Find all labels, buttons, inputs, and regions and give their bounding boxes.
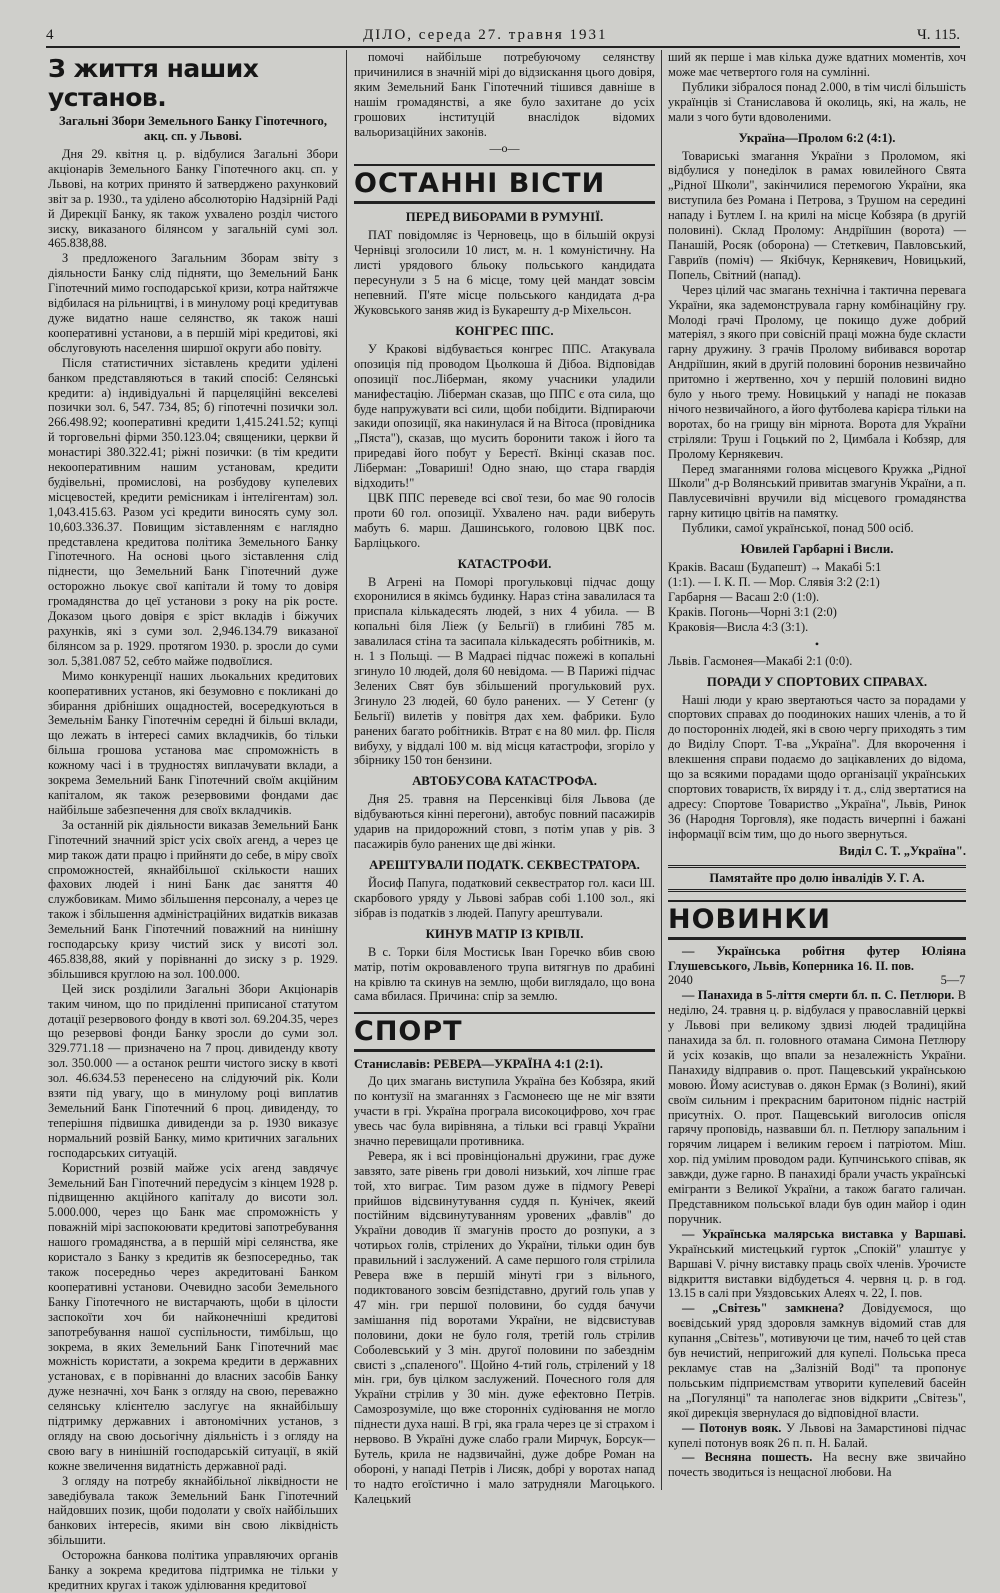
paragraph: Публики, самої української, понад 500 осіб.	[682, 521, 914, 536]
separator: •	[814, 636, 820, 651]
paragraph: ший як перше і мав кілька дуже вдатних моментів, хоч може має четвертого голя на сумлінні.	[668, 50, 966, 79]
issue-number: Ч. 115.	[917, 27, 960, 43]
article-title: КАТАСТРОФИ.	[457, 556, 552, 571]
column-institutions	[48, 50, 338, 1592]
paragraph: Мимо конкуренції наших льокальних кредитових кооперативних установ, які безумовно є покликані до збирання дрібніших ощадностей, восередкуються в Земельнім Банку Гіпотечнім середні й більші вклади, що лежать в інтересі самих вкладчиків, бо тільки більша грошова установа має спроможність в кожному часі і в трудностях виплачувати вклади, а зокрема Земельний Банк Гіпотечний своїм акційним капіталом, як також резервовими фондами дає найбільше забезпечення для своїх вкладчиків.	[48, 668, 338, 817]
result-line: (1:1). — І. К. П. — Мор. Слявія 3:2 (2:1)	[668, 575, 880, 589]
column-sport-news	[668, 50, 966, 1490]
section-title-latest: ОСТАННІ ВІСТИ	[354, 164, 655, 204]
paragraph: Перед змаганнями голова місцевого Кружка „Рідної Школи" д-р Волянський привитав змагунів України, а п. Павлусевичівні вручили від місцевого громадянства гарну китицю цвітів на памятку.	[668, 461, 966, 521]
reminder-banner: Памятайте про долю інвалідів У. Г. А.	[668, 865, 966, 892]
paragraph: Товариські змагання України з Проломом, які відбулися у понеділок в рамах ювилейного Свята „Рідної Школи", закінчилися перемогою України, яка виступила без Романа і Петрова, з Трушом на середині нападу і Бутлем І. на крилі на місце Кобзяра (в другій половині). Склад Пролому: Андріїшин (ворота) — Панашій, Росяк (оборона) — Стеткевич, Павловський, Гавриїв (поміч) — Якібчук, Кернякевич, Новицький, Попель, Світний (напад).	[668, 148, 966, 282]
signature: Виділ С. Т. „Україна".	[839, 843, 966, 858]
paragraph: ПАТ повідомляє із Черновець, що в більшій окрузі Чернівці зголосили 10 лист, м. н. 1 комуністичну. На листі урядового бльоку польського кандидата пересунули з 5 на 6 місце, тому цей мандат зовсім непевний. П'яте місце польського кандидата д-ра Жуковського заняв жид із Букарешту д-р Міхельсон.	[354, 228, 655, 317]
paragraph: У Кракові відбувається конгрес ППС. Атакувала опозиція під проводом Цьолкоша й Дібоа. Відповідав опозиції пос.Ліберман, якому учасники уладили манифестацію. Ліберман сказав, що ППС є ота сила, що буде напружувати всі сили, щоби побідити. Відпираючи закиди опозиції, яка накинулася й на Вітоса (провідника „Пяста"), сказав, що мусить боронити також і його та приредаві його побут у Берестї. Вкінці сказав пос. Ліберман: „Товариші! Одно знаю, що стара гвардія відходить!"	[354, 341, 655, 491]
article-title: АРЕШТУВАЛИ ПОДАТК. СЕКВЕСТРАТОРА.	[369, 857, 640, 872]
news-item	[668, 1227, 966, 1302]
match-heading: Україна—Пролом 6:2 (4:1).	[738, 130, 896, 145]
result-line: Львів. Гасмонея—Макабі 2:1 (0:0).	[668, 653, 853, 668]
paragraph: Дня 29. квітня ц. р. відбулися Загальні Збори акціонарів Земельного Банку Гіпотечного акц. сп. у Львові, на котрих принято й затверджено рахунковий звіт за р. 1930., та уділено абсолюторію Надзірній Раді й Дирекції Банку, як також ухвалено розділ чистого зиску, виказаного білянсом у загальній сумі зол. 465.838,88.	[48, 147, 338, 251]
column-latest-news	[354, 50, 655, 1506]
article-title: КОНГРЕС ППС.	[455, 323, 554, 338]
news-text: Довідуємося, що воєвідський уряд здоровля замкнув відомий став для купання „Світезь", мотивуючи це тим, начеб то цей став був нечистий, непригожий для купелі. Польська преса рекламує став на „Залізній Воді" та пропонує польським підприємствам утворити купелевий басейн на „Погулянці" та наполегає знов відкрити „Світезь", якої дирекція звернулася до відповідної власти.	[668, 1301, 966, 1420]
article-title: ПОРАДИ У СПОРТОВИХ СПРАВАХ.	[706, 674, 928, 689]
article-title: ПЕРЕД ВИБОРАМИ В РУМУНІЇ.	[405, 210, 604, 225]
paragraph: ЦВК ППС переведе всі свої тези, бо має 90 голосів проти 60 гол. опозиції. Ухвалено нач. ради виберуть мабуть 6. марш. Дашинського, головою ЦВК пос. Барліцького.	[354, 490, 655, 550]
news-text: В неділю, 24. травня ц. р. відбулася у православній церкві у Львові при великому здвизі людей традиційна панахида за бл. п. головного отамана Симона Петлюру й усіх козаків, що впали за незалежність України. Панахиду відправив о. прот. Пащевський українською мовою. Йому асистував о. дякон Ермак (з Волині), який своїм сильним і прекрасним баритоном підніс настрій присутніх. О. прот. Пащевський виголосив опісля гарячу проповідь, назвавши бл. п. Петлюру запальним і горячим лицарем і великим героєм і патріотом. Міш. хор. під умілим проводом ради. Купчинського співав, як завжди, дуже гарно. В панахиді брали участь українські емігранти з Великої України, а також багато галичан. Представником польської влади був один майор і один поручник.	[668, 988, 966, 1226]
paragraph: За останній рік діяльности виказав Земельний Банк Гіпотечний значний зріст усіх своїх агенд, а через це мир також дати працю і прийняти до себе, в міру своїх спроможностей, якнайбільшої скількости наших фахових людей і нині Банк дає заняття 40 службовикам. Мимо збільшення персоналу, а через це також і збільшення адміністраційних видатків виказав Земельний Банк Гіпотечний поважний на нинішну господарську кризу чистий зиск у висоті зол. 465.838,88, який у порівнанні до зиску з р. 1929. збільшився круглою на зол. 100.000.	[48, 817, 338, 981]
article-title: КИНУВ МАТІР ІЗ КРІВЛІ.	[425, 926, 584, 941]
paragraph: З предложеного Загальним Зборам звіту з діяльности Банку слід підняти, що Земельний Банк Гіпотечний мимо господарської кризи, котра найтяжче відбилася на рільництві, і в минулому році кредитував дуже видатно наше селянство, як також наші кооперативні установи, а в першій мірі кредитові, які обслуговують населення ширшої округи або повіту.	[48, 251, 338, 355]
paragraph: помочі найбільше потребуючому селянству причинилися в значній мірі до відзискання цього довіря, яким Земельний Банк Гіпотечний тішився давніше в нашім громадянстві, а яке було захитане до усіх грошових інституцій внаслідок відомих вальоризаційних законів.	[354, 50, 655, 139]
paragraph: Користний розвій майже усіх агенд завдячує Земельний Бан Гіпотечний передусім з кінцем 1928 р. підвищенню акційного капіталу до висоти зол. 5.000.000, через що Банк має спроможність у поважній мірі заспокоювати кредитові запотребування нашого громадянства, а в першій мірі селянства, яке користало з Банку з кредитів як безпосередньо, так також посередньо через акредитовані Банком кооперативні установи. Очевидно засоби Земельного Банку Гіпотечного не вистарчають, щоби в цілости заспокоїти хоч би найконечніші кредитові запотребування нашої суспільности, тимбільш, що зокрема, в яких Земельний Банк Гіпотечний має можність користати, а зокрема кредити в державних установах, є в порівнанні до власних засобів Банку дуже незначні, хоч Банк з огляду на свою, переважно селянську клієнтелю заслугує на якнайбільшу підтримку державних і автономічних установ, з огляду на свою досьогічну діяльність і з огляду на свою вагу в нинішній господарській ситуації, в якій кожне звеличення видатність державної раді.	[48, 1160, 338, 1473]
news-item	[668, 988, 966, 1227]
page-number: 4	[46, 27, 54, 43]
page-header	[46, 18, 960, 48]
paragraph: З огляду на потребу якнайбільної ліквідности не заведібувала також Земельний Банк Гіпотечний найдовших позик, щоби подолати у своїх найбільших банкових інтересів, якими він свою ліквідність збільшити.	[48, 1473, 338, 1548]
news-text: Український мистецький гурток „Спокій" улаштує у Варшаві V. річну виставку праць своїх членів. Урочисте відкриття виставки відбудеться 4. червня ц. р. в год. 13.15 в салі при Уяздовських Алеях ч. 22, I. пов.	[668, 1241, 966, 1301]
section-title: З життя наших установ.	[48, 54, 259, 112]
paragraph: Після статистичних зіставлень кредити уділені банком представляються в такий спосіб: Селянські кредити: а) індивідуальні й парцеляційні векселеві позички зол. 6, 547. 734, 85; б) гіпотечні позички зол. 266.498.92; кооперативні кредити 1,415.241.52; купці й торговельні фірми 350.123.04; священики, церкви й монастирі 380.322.41; ріжні позички: (в тім кредити некооперативним нашим установам, кредити будівельні, промислові, на розбудову купелевих місцевостей, кредити ремісникам і інтелігентам) зол. 1,043.415.63. Разом усі кредити виносять суму зол. 10,603.336.37. Повищим зіставленням є наглядно представлена кредитова політика Земельного Банку Гіпотечного. На основі цього зіставлення слід піднести, що Земельний Банк Гіпотечний дуже осторожно льокує свої капітали й тому то довіря громадянства до цеї установи з року на рік росте. Доказом цього довіря є зріст вкладів і біжучих рахунків, які з суми зол. 2,946.134.79 виказаної білянсом за р. 1929. протягом 1930. р. зросли до суми зол. 5,381.087 52, себто майже подвоїлися.	[48, 355, 338, 668]
paragraph: В с. Торки біля Мостиськ Іван Горечко вбив свою матір, потім окровавленого трупа витягнув по драбині на крівлю та скинув на землю, щоби виглядало, що вона сама вбилася. Причина: спір за землю.	[354, 944, 655, 1004]
paragraph: В Агрені на Поморі прогульковці підчас дощу єхоронилися в якімсь будинку. Нараз стіна завалилася та приспала кількадесять людей, з них 4 убила. — В копальні біля Ліеж (у Бельгії) в глибині 785 м. завалилася стіна та засипала кількадесять робітників, м. н. 1 з Польщі. — В Мадраєі підчас пожежі в копальні згинуло 10 людей, доля 60 невідома. — В Парижі підчас Зелених Свят був збільшений прогульковий рух. Згинуло 23 людей, 60 було ранених. — У Сетенг (у Бельгії) вилетів у повітря дах хем. фабрики. Було ранених багато робітників. Втрат є на 80 мил. фр. Після вибуху, у віддалі 100 м. від місця катастрофи, згоріло у збірнику 150 тон бензини.	[354, 574, 655, 768]
column-rule-1	[346, 50, 347, 1490]
news-item	[668, 1301, 966, 1420]
news-item	[668, 944, 966, 989]
paragraph: Ревера, як і всі провінціональні дружини, грає дуже завзято, зате рівень гри доволі низький, хоч ліпше грає той, хто виграє. Тим разом дуже в підмогу Ревері прийшов відсвинутування суддя п. Кунічек, якеий постійним відсвинутуванням уровених „фавлів" до України доводив її змагунів просто до розпуки, а з чотирьох голів, стрілених до України, тільки один був правильний і заслужений. А саме першого голя стрілила Ревера вже в першій мінуті гри з вільного, подиктованого зовсім безпідставно, другий голь упав у 47 мін. гри першої половини, бо суддя бачучи замішання під воротами України, не відсвистував половини, доки не було голя, третій голь стрілив Соболевський у 3 мін. другої половини по забезднім свисті з „спаленого". Щойно 4-тий голь, стрілений у 18 мін. гри, був цілком заслужений. Почесного голя для України стрілив у 30 мін. дуже ефектовно Петрів. Самозрозуміле, що вже сторонніх судіювання не могло піднести духа наші. В грі, яка грала через це зі страхом і нервово. В Україні дуже слабо грали Мирчук, Борсук—Бутель, крила не надзвичайні, дуже добре Роман на обороні, у нападі Петрів і Лисяк, добрі у воротах напад то надто егоїстичнo і мало затрудняли Магоцького. Калецький	[354, 1148, 655, 1506]
paragraph: Йосиф Папуга, податковий секвестратор гол. каси Ш. скарбового уряду у Львові забрав собі 1.100 зол., які зібрав із податків з людей. Папугу арештували.	[354, 875, 655, 920]
paragraph: Через цілий час змагань технічна і тактична перевага України, яка задемонструвала гарну комбінаційну гру. Молоді грачі Пролому, це покищо дуже добрий матеріял, з якого при совісній праці можна буде скласти гарну дружину. З грачів Пролому вибивався воротар Андріїшин, який в другій половині боронив незвичайно притомно і жертвенно, хоч у першій половині видно було у нього трему. Новицький у нападі не показав нічого незвичайного, а його футболева карієра тільки на воротах, бо на грищу він мірнота. Ворота для України стріляли: Труш і Гоцький по 2, Цимбала і Кобзяр, для Пролому Кернякевич.	[668, 282, 966, 461]
paragraph: Цей зиск розділили Загальні Збори Акціонарів таким чином, що по приділенні приписаної статутом дотації резервового фонду в квоті зол. 69.204.35, через що резервові фонди Банку зросли до суми зол. 329.771.18 — призначено на 7 проц. дивиденду квоту зол. 350.000 — а останок решти чистого зиску в квоті зол. 46.634.53 перенесено на слідуючий рік. Коли взяти під увагу, що в минулому році виплатив Земельний Банк Гіпотечний 6 проц. дивиденду, то теперішня підвишка дивиденди за р. 1930 виказує нормальний розвій Банку, мимо критичних загальних господарських ситуацій.	[48, 981, 338, 1160]
paragraph: Наші люди у краю звертаються часто за порадами у спортових справах до поодиноких наших членів, а то й до посторонніх людей, які в свою чергу приходять з тим до Виділу Спорт. Т-ва „Україна". Для вкорочення і влекшення справи подаємо до зацікавлених до відома, що за всякими порадами щодо організації українських спортових товариств, їх виряду і т. д., слід звертатися на адресу: Спортове Товариство „Україна", Львів, Ринок 36 (Народня Торговля), яке подасть вичерпні і бажані інформації всім тим, що до нього звернуться.	[668, 692, 966, 841]
news-lead: — Весняна пошесть.	[682, 1450, 813, 1465]
news-lead: — Потонув вояк.	[682, 1420, 782, 1435]
paragraph: Публики зібралося понад 2.000, в тім числі більшість українців зі Станиславова й околиць, які, на жаль, не мали з чого бути вдоволеними.	[668, 79, 966, 124]
paragraph: Осторожна банкова політика управляючих органів Банку а зокрема кредитова підтримка не тільки у кредитних кругах і також уділювання кредитової	[48, 1548, 338, 1592]
section-title-news: НОВИНКИ	[668, 900, 966, 940]
news-lead: — Українська робітня футер Юліяна Глушевського, Львів, Коперника 16. II. пов.	[668, 943, 966, 973]
news-text: На весну вже звичайно почесть зводиться із нещасної любови. На	[668, 1450, 966, 1480]
news-text: У Львові на Замарстинові підчас купелі потонув вояк 26 п. п. Н. Балай.	[668, 1420, 966, 1450]
news-item	[668, 1421, 966, 1451]
article-subtitle: Загальні Збори Земельного Банку Гіпотечного, акц. сп. у Львові.	[59, 114, 327, 143]
masthead-date: ДІЛО, середа 27. травня 1931	[363, 27, 608, 43]
column-rule-2	[661, 50, 662, 1490]
result-line: Краків. Погонь—Чорні 3:1 (2:0)	[668, 604, 837, 619]
result-line: Гарбарня — Васаш 2:0 (1:0).	[668, 589, 820, 604]
jubilee-heading: Ювилей Гарбарні і Висли.	[740, 542, 894, 557]
news-lead: — „Світезь" замкнена?	[682, 1301, 845, 1316]
article-title: АВТОБУСОВА КАТАСТРОФА.	[412, 774, 597, 789]
paragraph: До цих змагань виступила Україна без Кобзяра, який по контузії на змаганнях з Гасмонеєю ще не міг взяти участи в грі. Україна програла високоцифрово, хоч грає увесь час була вирівняна, а тільки всі гравці України значно перевищали противника.	[354, 1074, 655, 1148]
result-line: Краків. Васаш (Будапешт) → Макабі 5:1	[668, 560, 882, 575]
result-line: Краковія—Висла 4:3 (3:1).	[668, 619, 809, 634]
paragraph: Дня 25. травня на Персенківці біля Львова (де відбуваються кінні перегони), автобус повний пасажирів ударив на придорожний стовп, з потім упав у рів. З пасажирів було ранених ще дві жінки.	[354, 792, 655, 852]
separator: —о—	[489, 141, 520, 156]
match-heading: Станиславів: РЕВЕРА—УКРАЇНА 4:1 (2:1).	[354, 1057, 603, 1072]
news-text: 2040 5—7	[668, 973, 966, 988]
news-lead: — Українська малярська виставка у Варшаві.	[682, 1226, 966, 1241]
news-item	[668, 1450, 966, 1480]
news-lead: — Панахида в 5-ліття смерти бл. п. С. Петлюри.	[682, 988, 955, 1003]
section-title-sport: СПОРТ	[354, 1012, 655, 1052]
